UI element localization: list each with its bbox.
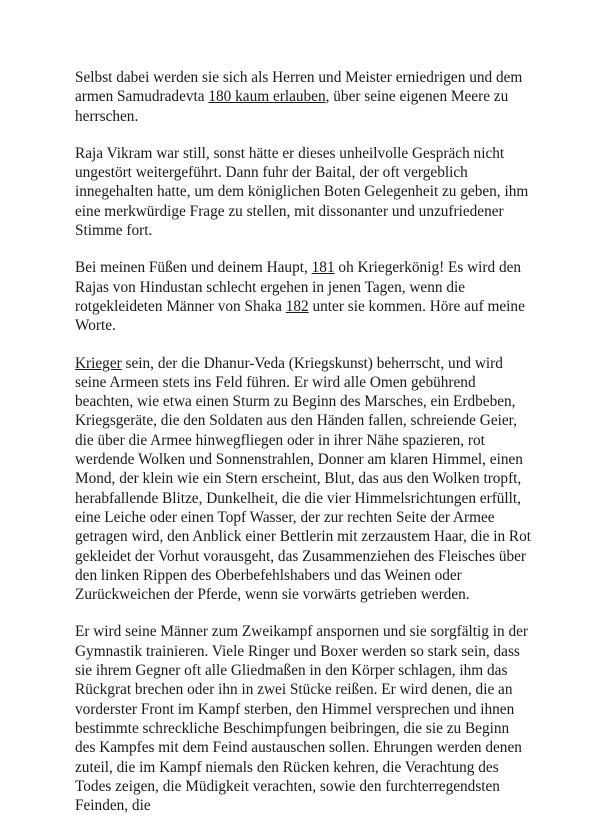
paragraph-5 — [75, 622, 533, 815]
footnote-link-182[interactable]: 182 — [285, 297, 309, 315]
paragraph-3 — [75, 258, 533, 335]
paragraph-text: sein, der die Dhanur-Veda (Kriegskunst) beherrscht, und wird seine Armeen stets ins Feld führen. Er wird alle Omen gebührend beachten, wie etwa einen Sturm zu Beginn des Marsches, ein Erdbeben, Kriegsgeräte, die den Soldaten aus den Händen fallen, schreiende Geier, die über die Armee hinwegfliegen oder in ihrer Nähe spazieren, rot werdende Wolken und Sonnenstrahlen, Donner am klaren Himmel, einen Mond, der klein wie ein Stern erscheint, Blut, das aus den Wolken tropft, herabfallende Blitze, Dunkelheit, die die vier Himmelsrichtungen erfüllt, eine Leiche oder einen Topf Wasser, der zur rechten Seite der Armee getragen wird, den Anblick einer Bettlerin mit zerzaustem Haar, die in Rot gekleidet der Vorhut vorausgeht, das Zusammenziehen des Fleisches über den linken Rippen des Oberbefehlshabers und das Weinen oder Zurückweichen der Pferde, wenn sie vorwärts getrieben werden. — [75, 354, 532, 604]
footnote-link-181[interactable]: 181 — [311, 259, 335, 277]
paragraph-text: Raja Vikram war still, sonst hätte er dieses unheilvolle Gespräch nicht ungestört weitergeführt. Dann fuhr der Baital, der oft vergeblich innegehalten hatte, um dem königlichen Boten Gelegenheit zu geben, ihm eine merkwürdige Frage zu stellen, mit dissonanter und unzufriedener Stimme fort. — [75, 144, 529, 240]
paragraph-text: Selbst dabei werden sie sich als Herren und Meister erniedrigen und dem armen Samudradevta — [75, 69, 523, 106]
krieger-link[interactable]: Krieger — [75, 354, 122, 372]
paragraph-text: Bei meinen Füßen und deinem Haupt, — [75, 259, 312, 277]
document-page — [75, 68, 533, 833]
paragraph-text: , über seine eigenen Meere zu herrschen. — [75, 88, 509, 125]
paragraph-2 — [75, 144, 533, 240]
paragraph-text: Er wird seine Männer zum Zweikampf anspornen und sie sorgfältig in der Gymnastik trainieren. Viele Ringer und Boxer werden so stark sein, dass sie ihrem Gegner oft alle Gliedmaßen in den Körper schlagen, ihm das Rückgrat brechen oder ihn in zwei Stücke reißen. Er wird denen, die an vorderster Front im Kampf sterben, den Himmel versprechen und ihnen bestimmte schreckliche Beschimpfungen beibringen, die sie zu Beginn des Kampfes mit dem Feind austauschen sollen. Ehrungen werden denen zuteil, die im Kampf niemals den Rücken kehren, die Verachtung des Todes zeigen, die Müdigkeit verachten, sowie den furchterregendsten Feinden, die — [75, 623, 528, 815]
paragraph-1 — [75, 68, 533, 126]
footnote-link-180[interactable]: 180 kaum erlauben — [208, 88, 326, 106]
paragraph-text: unter sie kommen. Höre auf meine Worte. — [75, 297, 525, 335]
paragraph-text: oh Kriegerkönig! Es wird den Rajas von Hindustan schlecht ergehen in jenen Tagen, wenn die rotgekleideten Männer von Shaka — [75, 259, 522, 315]
paragraph-4 — [75, 354, 533, 605]
